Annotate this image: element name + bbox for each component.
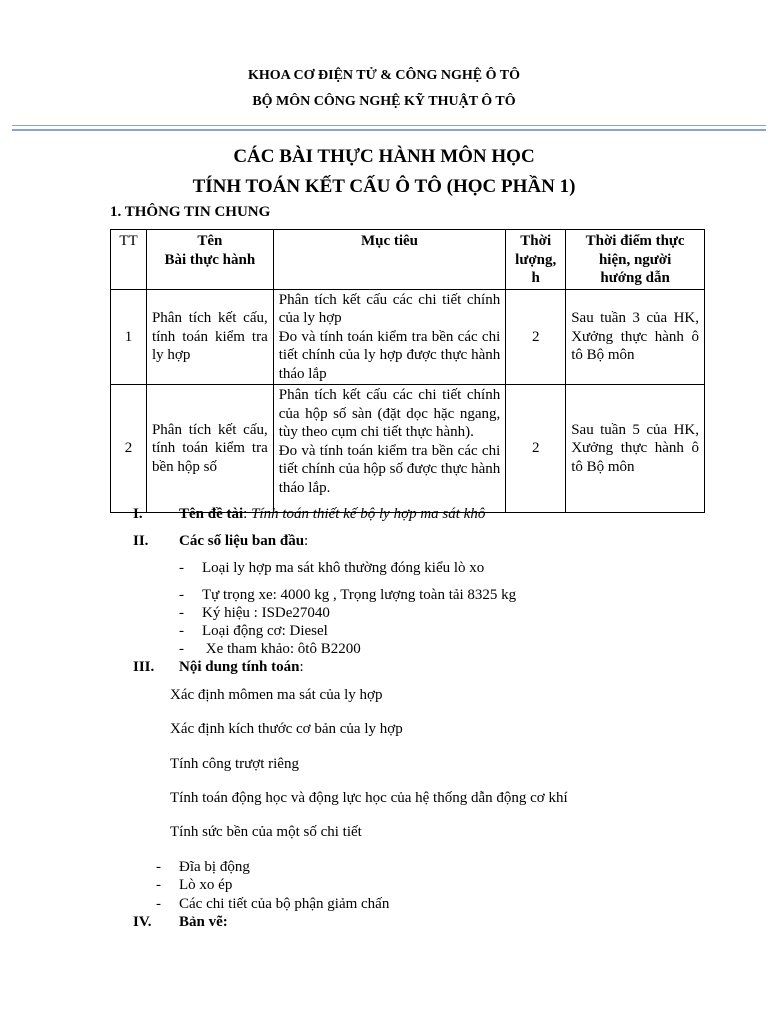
bullet-dash: - [156,877,161,893]
col-header-time-l3: hướng dẫn [600,270,670,286]
col-header-tt: TT [111,230,147,290]
sub-list-item: Lò xo ép [179,877,233,893]
row-hours: 2 [506,289,566,385]
bullet-dash: - [179,587,184,603]
page-title-line2: TÍNH TOÁN KẾT CẤU Ô TÔ (HỌC PHẦN 1) [192,176,576,197]
header-rule-thin [12,125,766,126]
calc-item: Tính sức bền của một số chi tiết [170,824,362,840]
header-rule-thick [12,129,766,131]
row-goal [273,289,506,385]
section-iv-label: Bản vẽ: [179,914,228,930]
row-goal-line2: Đo và tính toán kiểm tra bền các chi tiết chính của ly hợp được thực hành tháo lắp [278,328,501,382]
calc-item: Tính công trượt riêng [170,756,299,772]
list-item: Loại động cơ: Diesel [202,623,328,639]
row-goal-line1: Phân tích kết cấu các chi tiết chính của ly hợp [278,291,501,326]
section-i-colon: : [243,506,252,522]
col-header-duration-l3: h [531,270,540,286]
section-i-line [179,506,485,523]
bullet-dash: - [179,560,184,576]
section-ii-label: Các số liệu ban đầu [179,533,305,549]
section-iii-number: III. [133,659,155,675]
bullet-dash: - [179,605,184,621]
table-row [111,385,705,513]
col-header-time [566,230,705,290]
bullet-dash: - [156,859,161,875]
section-iii-colon: : [299,659,304,675]
section-ii-number: II. [133,533,149,549]
row-time: Sau tuần 3 của HK, Xưởng thực hành ô tô Bộ môn [566,289,705,385]
row-goal [273,385,506,513]
col-header-duration-l2: lượng, [515,251,557,268]
section-i-number: I. [133,506,143,522]
list-item: Tự trọng xe: 4000 kg , Trọng lượng toàn tải 8325 kg [202,587,517,603]
table-row [111,289,705,385]
bullet-dash: - [179,623,184,639]
row-tt: 1 [111,289,147,385]
section-i-value: Tính toán thiết kế bộ ly hợp ma sát khô [251,506,486,522]
section-ii-colon: : [304,533,309,549]
sub-list-item: Các chi tiết của bộ phận giảm chấn [179,896,390,912]
row-tt: 2 [111,385,147,513]
bullet-dash: - [156,896,161,912]
calc-item: Xác định mômen ma sát của ly hợp [170,687,383,703]
col-header-name-l2: Bài thực hành [164,251,256,268]
col-header-goal: Mục tiêu [273,230,506,290]
col-header-duration [506,230,566,290]
col-header-duration-l1: Thời [520,233,552,249]
col-header-time-l1: Thời điểm thực [585,233,685,249]
list-item: Ký hiệu : ISDe27040 [202,605,330,621]
col-header-name [146,230,273,290]
row-name: Phân tích kết cấu, tính toán kiểm tra bền hộp số [146,385,273,513]
calc-item: Xác định kích thước cơ bản của ly hợp [170,721,403,737]
row-name: Phân tích kết cấu, tính toán kiểm tra ly hợp [146,289,273,385]
bullet-dash: - [179,641,184,657]
row-goal-line2: Đo và tính toán kiểm tra bền các chi tiết chính của hộp số được thực hành tháo lắp. [278,442,501,496]
col-header-name-l1: Tên [197,233,223,249]
calc-item: Tính toán động học và động lực học của hệ thống dẫn động cơ khí [170,790,568,806]
row-goal-line1: Phân tích kết cấu các chi tiết chính của hộp số sàn (đặt dọc hặc ngang, tùy theo cụm chi tiết thực hành). [278,387,501,440]
section-i-label: Tên đề tài [179,506,244,522]
row-time: Sau tuần 5 của HK, Xưởng thực hành ô tô Bộ môn [566,385,705,513]
section-iii-label: Nội dung tính toán [179,659,300,675]
page-title-line1: CÁC BÀI THỰC HÀNH MÔN HỌC [233,146,535,167]
section-iii-line [179,659,304,676]
section-general-info-heading: 1. THÔNG TIN CHUNG [110,204,271,220]
list-item: Xe tham khảo: ôtô B2200 [202,641,361,657]
sub-list-item: Đĩa bị động [179,859,250,875]
department-header: BỘ MÔN CÔNG NGHỆ KỸ THUẬT Ô TÔ [252,94,516,109]
section-iv-number: IV. [133,914,152,930]
practice-table [110,229,705,513]
section-ii-line [179,533,308,550]
list-item: Loại ly hợp ma sát khô thường đóng kiểu lò xo [202,560,485,576]
table-header-row [111,230,705,290]
faculty-header: KHOA CƠ ĐIỆN TỬ & CÔNG NGHỆ Ô TÔ [248,68,520,83]
col-header-time-l2: hiện, người [598,251,672,268]
row-hours: 2 [506,385,566,513]
